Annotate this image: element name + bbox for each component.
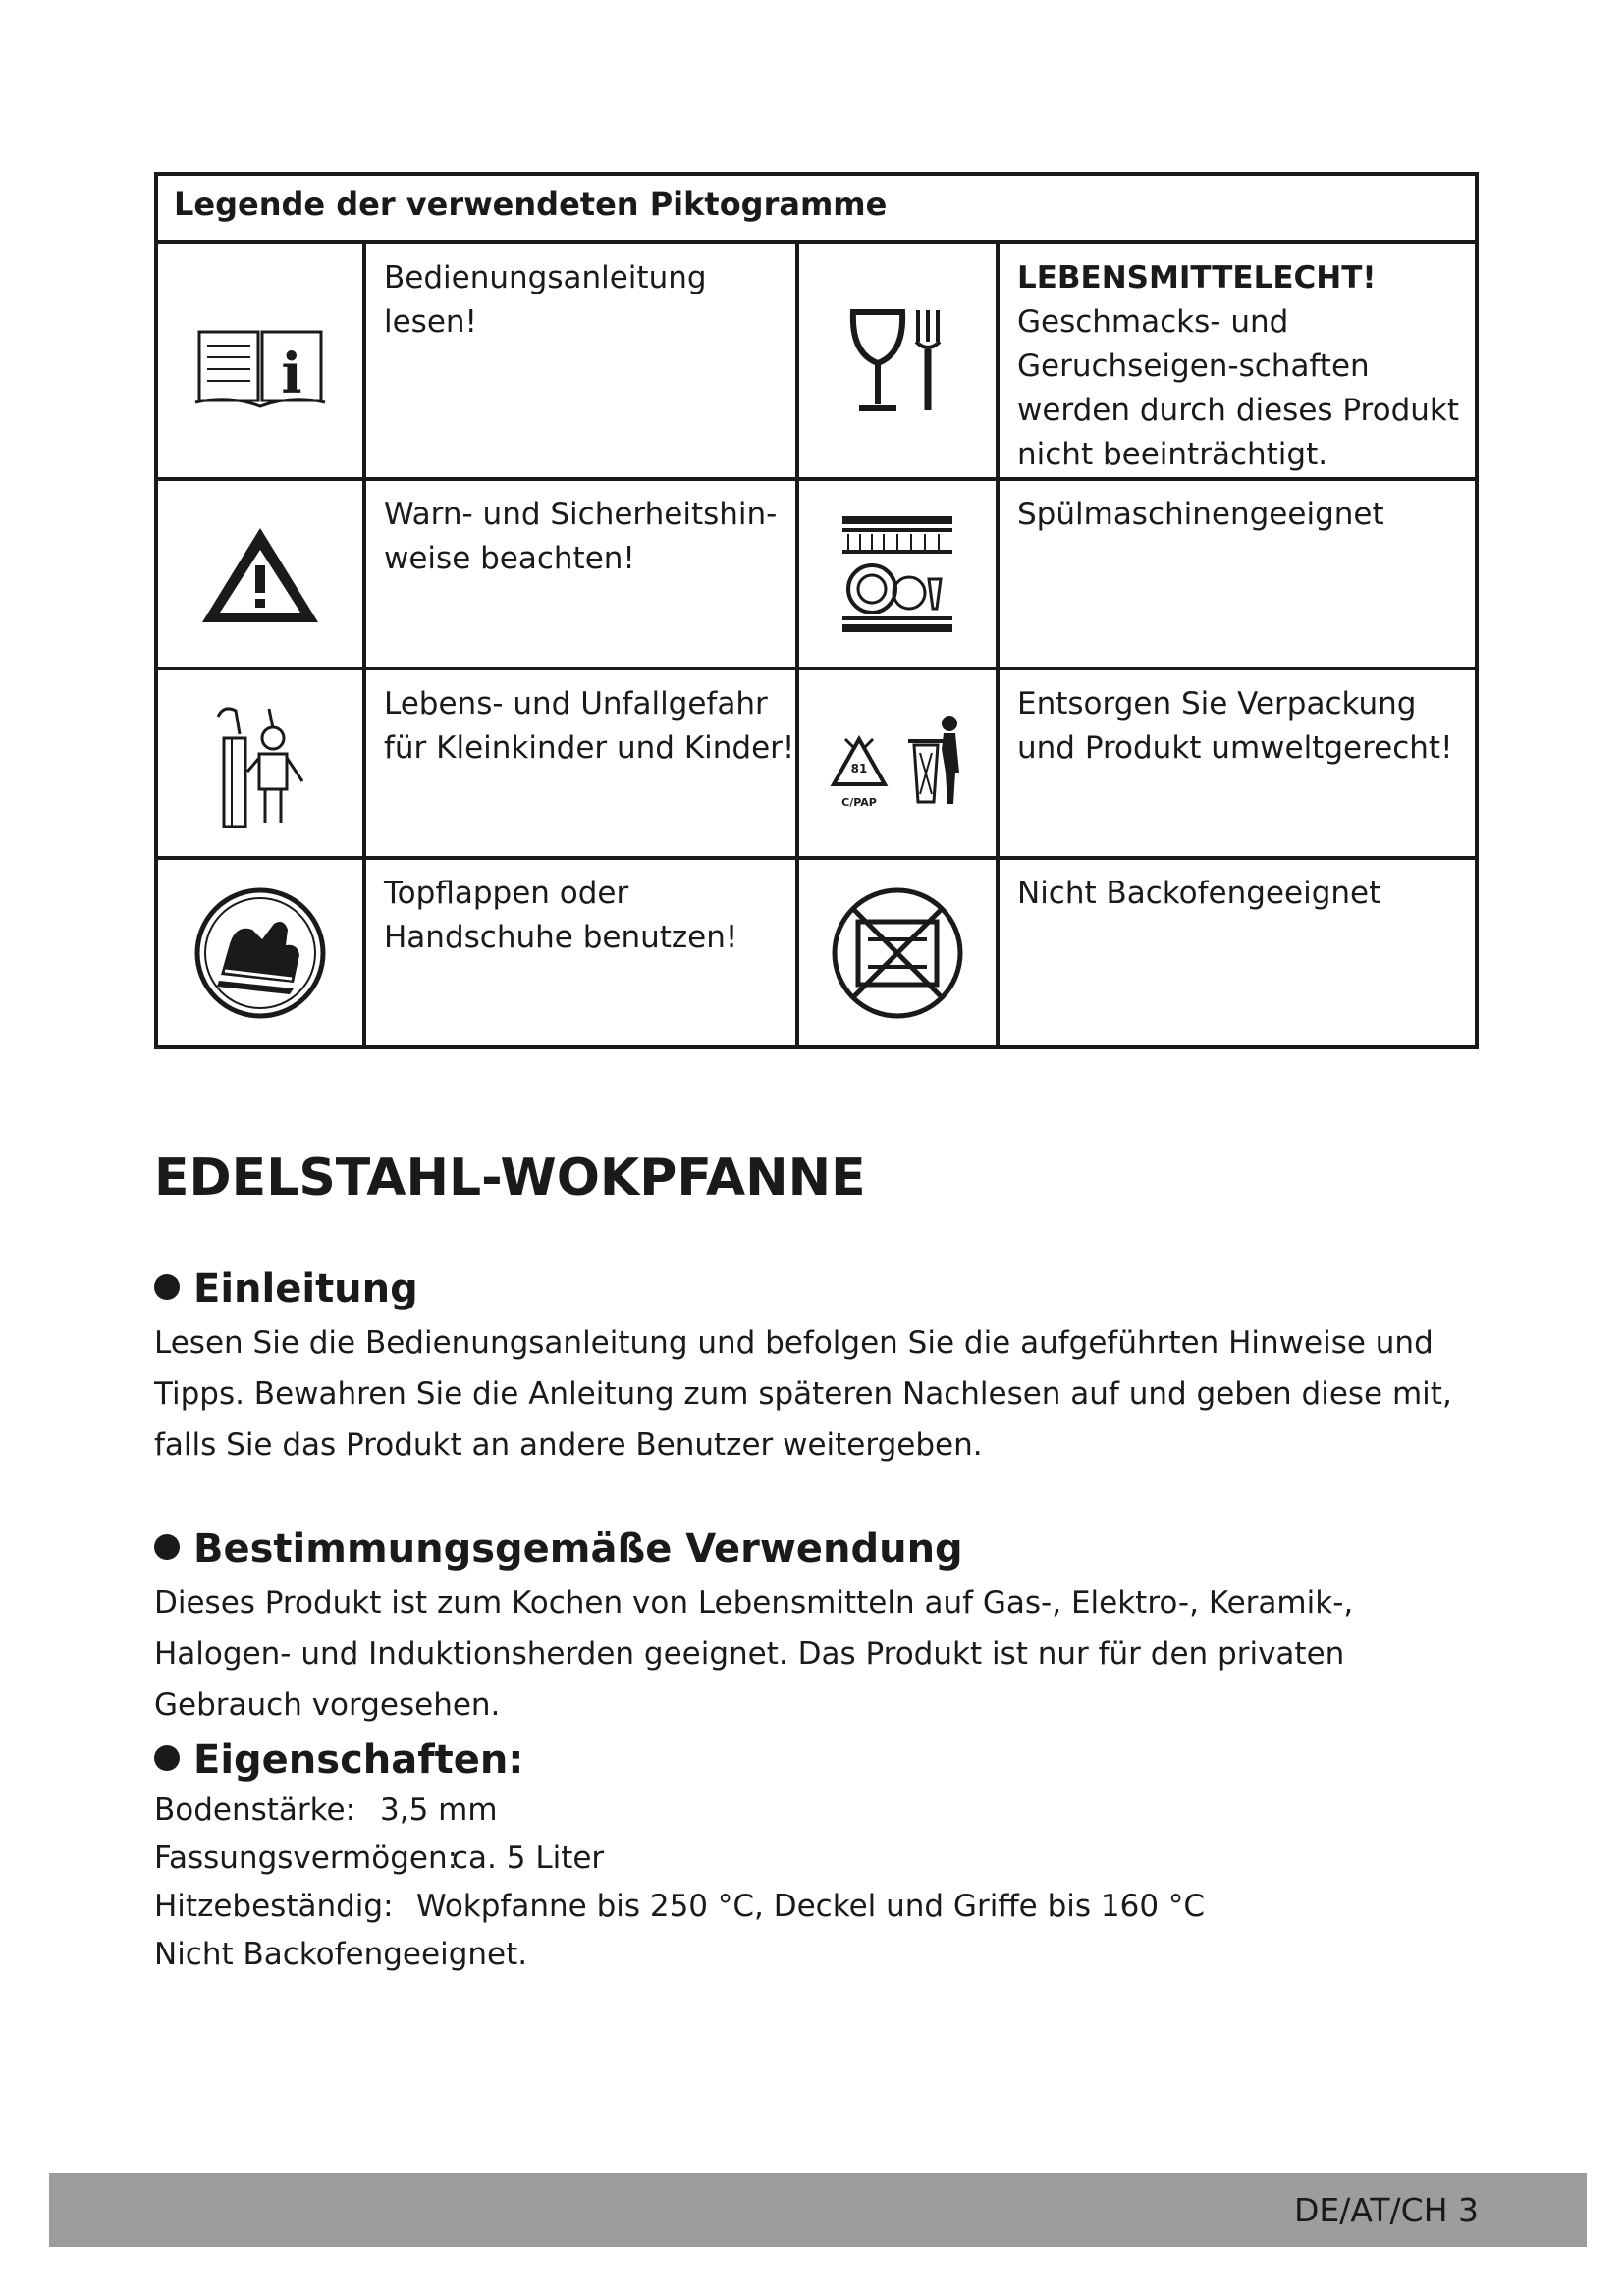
properties-list — [154, 1787, 1499, 1979]
legend-header: Legende der verwendeten Piktogramme — [156, 174, 1477, 242]
property-label: Hitzebeständig: — [154, 1889, 394, 1924]
legend-text-disposal: Entsorgen Sie Verpackung und Produkt umweltgerecht! — [998, 668, 1477, 858]
child-hazard-icon — [156, 668, 364, 858]
legend-text-dishwasher: Spülmaschinengeeignet — [998, 479, 1477, 668]
property-value: ca. 5 Liter — [452, 1841, 605, 1876]
legend-text-no-oven: Nicht Backofengeeignet — [998, 858, 1477, 1047]
book-info-icon — [156, 242, 364, 479]
no-oven-icon — [797, 858, 998, 1047]
page-number: DE/AT/CH 3 — [1293, 2191, 1479, 2229]
property-label: Bodenstärke: — [154, 1792, 356, 1828]
intro-heading-text: Einleitung — [193, 1266, 418, 1311]
legend-text-oven-mitt: Topflappen oder Handschuhe benutzen! — [364, 858, 797, 1047]
recycle-material-label: C/PAP — [841, 795, 877, 809]
usage-text: Dieses Produkt ist zum Kochen von Lebensmitteln auf Gas-, Elektro-, Keramik-, Halogen- und Induktionsherden geeignet. Das Produkt ist nur für den privaten Gebrauch vorgesehen. — [154, 1585, 1354, 1723]
intro-section — [154, 1266, 1499, 1470]
property-row — [154, 1787, 1499, 1835]
food-safe-title: LEBENSMITTELECHT! — [1017, 260, 1377, 295]
usage-heading — [154, 1526, 1499, 1572]
usage-section — [154, 1526, 1499, 1731]
recycling-bin-icon — [797, 668, 998, 858]
property-value: 3,5 mm — [380, 1792, 498, 1828]
pictogram-legend-table — [154, 172, 1479, 1049]
warning-triangle-icon — [156, 479, 364, 668]
oven-mitt-icon — [156, 858, 364, 1047]
legend-text-food-safe — [998, 242, 1477, 479]
intro-heading — [154, 1266, 1499, 1311]
bullet-icon — [154, 1745, 180, 1771]
legend-text-child-hazard: Lebens- und Unfallgefahr für Kleinkinder und Kinder! — [364, 668, 797, 858]
usage-heading-text: Bestimmungsgemäße Verwendung — [193, 1526, 963, 1572]
property-value: Wokpfanne bis 250 °C, Deckel und Griffe bis 160 °C — [416, 1889, 1206, 1924]
property-row — [154, 1883, 1499, 1931]
properties-heading-text: Eigenschaften: — [193, 1737, 524, 1783]
intro-text: Lesen Sie die Bedienungsanleitung und befolgen Sie die aufgeführten Hinweise und Tipps. Bewahren Sie die Anleitung zum späteren Nachlesen auf und geben diese mit, falls Sie das Produkt an andere Benutzer weitergeben. — [154, 1325, 1452, 1463]
product-title: EDELSTAHL-WOKPFANNE — [154, 1148, 866, 1207]
legend-text-warnings: Warn- und Sicherheitshin-weise beachten! — [364, 479, 797, 668]
property-note: Nicht Backofengeeignet. — [154, 1937, 528, 1972]
properties-section — [154, 1737, 1499, 1979]
properties-heading — [154, 1737, 1499, 1783]
legend-row — [156, 479, 1477, 668]
bullet-icon — [154, 1274, 180, 1300]
footer-bar — [49, 2173, 1587, 2247]
bullet-icon — [154, 1534, 180, 1560]
svg-text:i: i — [281, 341, 302, 406]
recycle-code-label: 81 — [850, 761, 868, 775]
legend-row — [156, 858, 1477, 1047]
food-safe-text: Geschmacks- und Geruchseigen-schaften werden durch dieses Produkt nicht beeinträchtigt. — [1017, 304, 1460, 472]
dishwasher-icon — [797, 479, 998, 668]
legend-row — [156, 668, 1477, 858]
property-row — [154, 1835, 1499, 1883]
glass-fork-icon — [797, 242, 998, 479]
legend-text-read-manual: Bedienungsanleitung lesen! — [364, 242, 797, 479]
legend-row — [156, 242, 1477, 479]
property-label: Fassungsvermögen: — [154, 1841, 459, 1876]
